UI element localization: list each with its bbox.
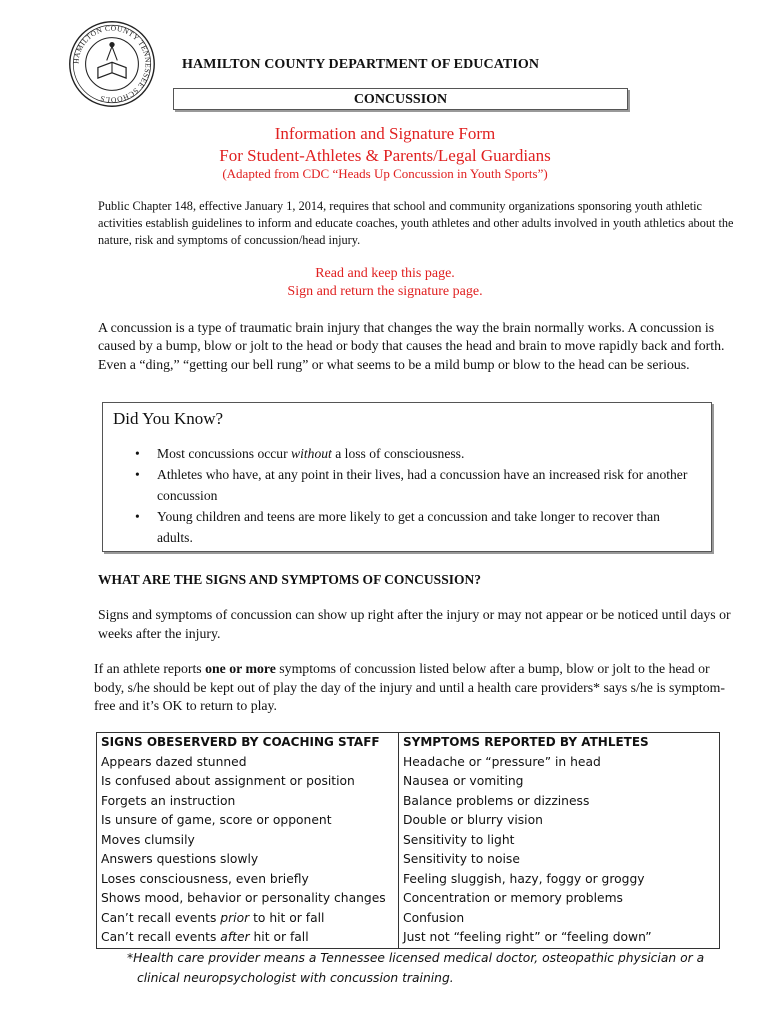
table-cell: Balance problems or dizziness: [399, 792, 720, 812]
table-cell: Sensitivity to light: [399, 831, 720, 851]
seal-text: HAMILTON COUNTY TENNESSEE SCHOOLS: [71, 23, 153, 105]
signs-heading: WHAT ARE THE SIGNS AND SYMPTOMS OF CONCUSSION?: [98, 572, 481, 587]
table-row: [97, 909, 720, 929]
table-cell: Answers questions slowly: [97, 850, 399, 870]
table-cell: Nausea or vomiting: [399, 772, 720, 792]
table-cell: Shows mood, behavior or personality changes: [97, 889, 399, 909]
public-chapter-paragraph: Public Chapter 148, effective January 1, 2014, requires that school and community organizations sponsoring youth athletic activities establish guidelines to inform and educate coaches, youth athletes and other adults involved in youth athletics about the nature, risk and symptoms of concussion/head injury.: [98, 199, 734, 248]
table-header-symptoms: SYMPTOMS REPORTED BY ATHLETES: [399, 733, 720, 753]
table-cell: Sensitivity to noise: [399, 850, 720, 870]
did-you-know-item: • Young children and teens are more likely to get a concussion and take longer to recover than adults.: [157, 506, 693, 548]
table-cell: Confusion: [399, 909, 720, 929]
footnote-line-2: clinical neuropsychologist with concussion training.: [137, 970, 454, 985]
footnote-line-1: *Health care provider means a Tennessee licensed medical doctor, osteopathic physician or a: [127, 951, 705, 965]
table-cell: Moves clumsily: [97, 831, 399, 851]
table-cell: Loses consciousness, even briefly: [97, 870, 399, 890]
table-cell: Can’t recall events prior to hit or fall: [97, 909, 399, 929]
table-cell: Feeling sluggish, hazy, foggy or groggy: [399, 870, 720, 890]
table-cell: Appears dazed stunned: [97, 753, 399, 773]
table-cell: Double or blurry vision: [399, 811, 720, 831]
table-cell: Headache or “pressure” in head: [399, 753, 720, 773]
table-header-row: [97, 733, 720, 753]
table-row: [97, 831, 720, 851]
health-care-footnote: [127, 949, 727, 988]
concussion-definition: A concussion is a type of traumatic brain injury that changes the way the brain normally works. A concussion is caused by a bump, blow or jolt to the head or body that causes the head and brain to move rapidly back and forth. Even a “ding,” “getting our bell rung” or what seems to be a mild bump or blow to the head can be serious.: [98, 320, 725, 372]
table-cell: Forgets an instruction: [97, 792, 399, 812]
table-cell: Is confused about assignment or position: [97, 772, 399, 792]
table-row: [97, 850, 720, 870]
table-row: [97, 792, 720, 812]
form-title: Information and Signature Form: [274, 124, 496, 143]
report-paragraph: If an athlete reports one or more symptoms of concussion listed below after a bump, blow or jolt to the head or body, s/he should be kept out of play the day of the injury and until a health care providers* says s/he is symptom-free and it’s OK to return to play.: [94, 661, 725, 713]
did-you-know-list: [103, 443, 693, 548]
did-you-know-item: • Most concussions occur without a loss of consciousness.: [157, 443, 693, 464]
read-instruction: Read and keep this page.: [315, 266, 455, 281]
did-you-know-box: [102, 402, 712, 552]
form-source-note: (Adapted from CDC “Heads Up Concussion in Youth Sports”): [222, 166, 548, 181]
department-name: HAMILTON COUNTY DEPARTMENT OF EDUCATION: [182, 57, 540, 72]
table-row: [97, 772, 720, 792]
table-cell: Is unsure of game, score or opponent: [97, 811, 399, 831]
table-row: [97, 928, 720, 948]
table-header-signs: SIGNS OBESERVERD BY COACHING STAFF: [97, 733, 399, 753]
signs-symptoms-table: [96, 732, 720, 949]
county-seal-logo: [68, 20, 156, 108]
table-row: [97, 870, 720, 890]
form-subtitle: For Student-Athletes & Parents/Legal Guardians: [219, 146, 551, 165]
sign-instruction: Sign and return the signature page.: [287, 284, 483, 299]
table-cell: Concentration or memory problems: [399, 889, 720, 909]
table-cell: Can’t recall events after hit or fall: [97, 928, 399, 948]
table-row: [97, 811, 720, 831]
table-row: [97, 889, 720, 909]
table-row: [97, 753, 720, 773]
signs-intro: Signs and symptoms of concussion can show up right after the injury or may not appear or be noticed until days or weeks after the injury.: [98, 607, 731, 641]
did-you-know-title: Did You Know?: [113, 409, 224, 428]
table-cell: Just not “feeling right” or “feeling down”: [399, 928, 720, 948]
concussion-banner: CONCUSSION: [173, 88, 628, 110]
did-you-know-item: • Athletes who have, at any point in their lives, had a concussion have an increased risk for another concussion: [157, 464, 693, 506]
